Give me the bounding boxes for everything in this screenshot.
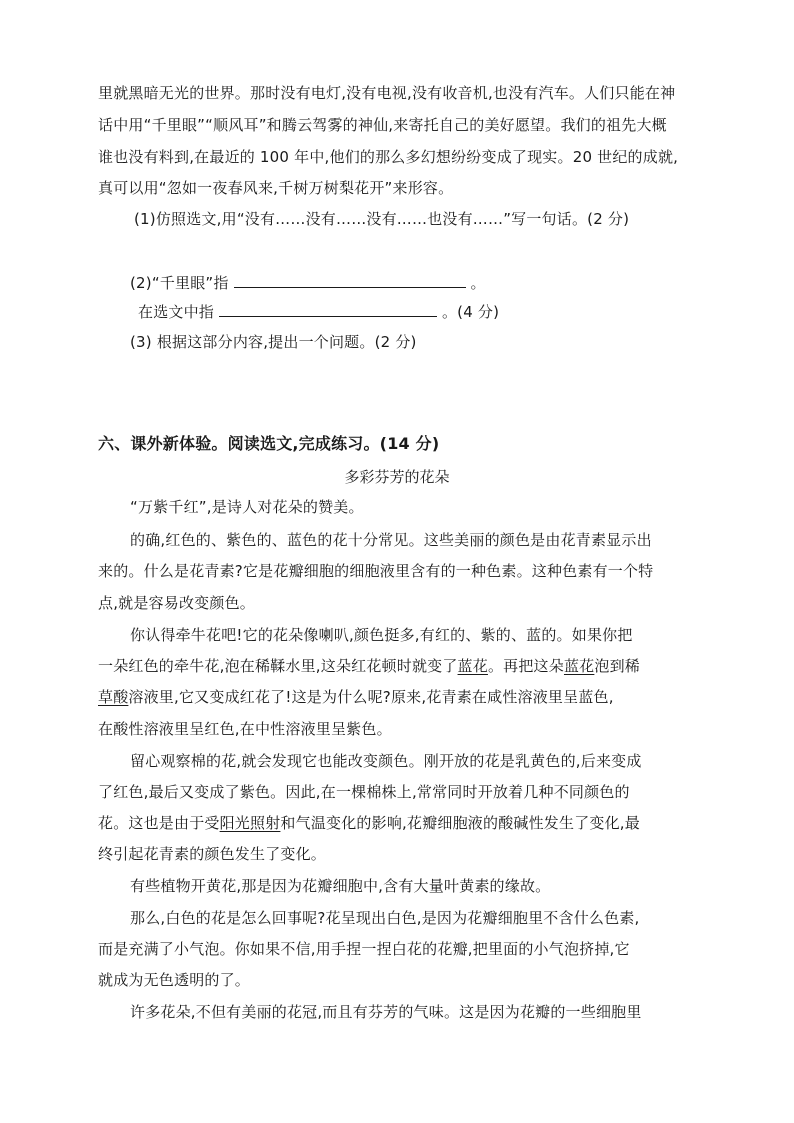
underlined-term: 草酸: [98, 688, 129, 706]
passage-line: 话中用“千里眼”“顺风耳”和腾云驾雾的神仙,来寄托自己的美好愿望。我们的祖先大概: [98, 116, 667, 134]
question-2-prefix: (2)“千里眼”指: [130, 274, 229, 292]
article-text: 泡到稀: [594, 657, 640, 675]
article-line: 的确,红色的、紫色的、蓝色的花十分常见。这些美丽的颜色是由花青素显示出: [130, 531, 652, 549]
answer-blank[interactable]: [219, 302, 437, 317]
article-text: 溶液里,它又变成红花了!这是为什么呢?原来,花青素在咸性溶液里呈蓝色,: [128, 688, 614, 706]
article-line: 点,就是容易改变颜色。: [98, 594, 255, 612]
question-3: (3) 根据这部分内容,提出一个问题。(2 分): [130, 333, 417, 351]
article-text: 。再把这朵: [487, 657, 564, 675]
underlined-term: 蓝花: [563, 657, 595, 675]
passage-line: 里就黑暗无光的世界。那时没有电灯,没有电视,没有收音机,也没有汽车。人们只能在神: [98, 84, 676, 102]
article-line: [98, 686, 614, 707]
article-title: 多彩芬芳的花朵: [344, 468, 450, 486]
underlined-term: 阳光照射: [219, 814, 281, 832]
question-2b-suffix: 。(4 分): [441, 303, 500, 321]
article-line: [98, 655, 640, 676]
section-title: 六、课外新体验。阅读选文,完成练习。(14 分): [98, 434, 440, 453]
question-1: (1)仿照选文,用“没有……没有……没有……也没有……”写一句话。(2 分): [134, 210, 630, 228]
passage-line: 真可以用“忽如一夜春风来,千树万树梨花开”来形容。: [98, 179, 454, 197]
article-line: 那么,白色的花是怎么回事呢?花呈现出白色,是因为花瓣细胞里不含什么色素,: [130, 909, 640, 927]
article-line: 你认得牵牛花吧!它的花朵像喇叭,颜色挺多,有红的、紫的、蓝的。如果你把: [130, 626, 633, 644]
question-2: [130, 272, 486, 293]
article-line: 来的。什么是花青素?它是花瓣细胞的细胞液里含有的一种色素。这种色素有一个特: [98, 562, 654, 580]
question-2b-prefix: 在选文中指: [138, 303, 215, 321]
article-line: 在酸性溶液里呈红色,在中性溶液里呈紫色。: [98, 720, 392, 738]
article-paragraph: “万紫千红”,是诗人对花朵的赞美。: [130, 498, 364, 516]
article-text: 和气温变化的影响,花瓣细胞液的酸碱性发生了变化,最: [280, 814, 640, 832]
question-2-suffix: 。: [470, 274, 486, 292]
passage-line: 谁也没有料到,在最近的 100 年中,他们的那么多幻想纷纷变成了现实。20 世纪的成就,: [98, 148, 679, 166]
article-line: 就成为无色透明的了。: [98, 971, 251, 989]
question-2b: [138, 301, 499, 322]
article-line: 了红色,最后又变成了紫色。因此,在一棵棉株上,常常同时开放着几种不同颜色的: [98, 783, 630, 801]
article-text: 花。这也是由于受: [98, 814, 220, 832]
answer-blank[interactable]: [234, 273, 466, 288]
article-text: 一朵红色的牵牛花,泡在稀鞣水里,这朵红花顿时就变了: [98, 657, 458, 675]
article-line: 留心观察棉的花,就会发现它也能改变颜色。刚开放的花是乳黄色的,后来变成: [130, 752, 642, 770]
article-paragraph: 有些植物开黄花,那是因为花瓣细胞中,含有大量叶黄素的缘故。: [130, 877, 551, 895]
article-line: 而是充满了小气泡。你如果不信,用手捏一捏白花的花瓣,把里面的小气泡挤掉,它: [98, 940, 630, 958]
underlined-term: 蓝花: [457, 657, 488, 675]
article-line: 许多花朵,不但有美丽的花冠,而且有芬芳的气味。这是因为花瓣的一些细胞里: [130, 1003, 642, 1021]
article-line: [98, 812, 640, 833]
article-line: 终引起花青素的颜色发生了变化。: [98, 845, 327, 863]
